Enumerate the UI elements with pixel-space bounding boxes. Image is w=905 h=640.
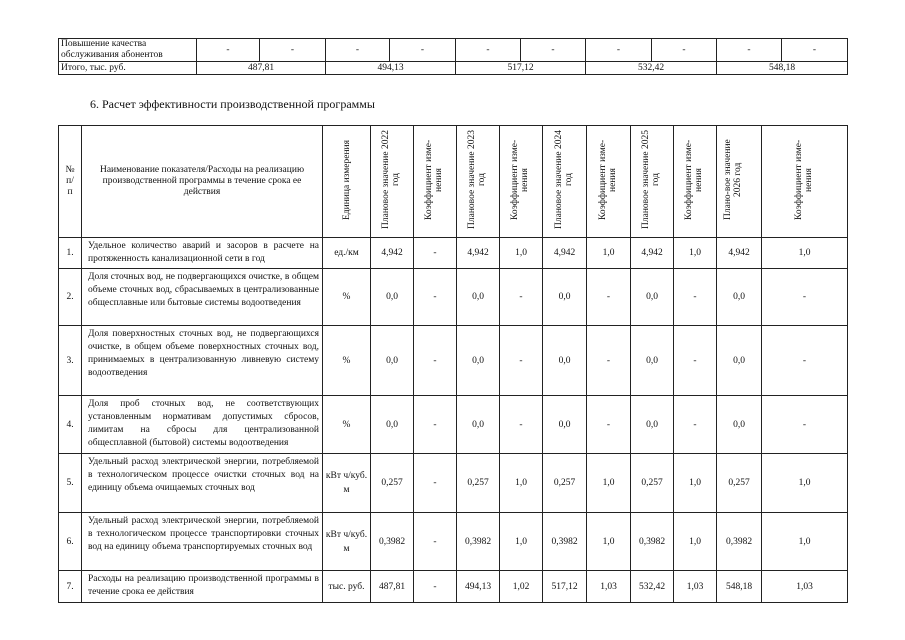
value-cell: 0,0 (457, 269, 500, 326)
row-description: Удельное количество аварий и засоров в расчете на протяженность канализационной сети в год (82, 238, 323, 269)
value-cell: 0,0 (543, 326, 587, 396)
value-cell: - (674, 396, 717, 454)
row-unit: % (323, 396, 371, 454)
row-description: Доля сточных вод, не подвергающихся очистке, в общем объеме сточных вод, сбрасываемых в централизованные общесплавные или бытовые системы водоотведения (82, 269, 323, 326)
value-cell: 1,0 (587, 454, 631, 513)
header-num: № п/ п (59, 126, 82, 238)
row-description: Удельный расход электрической энергии, потребляемой в технологическом процессе транспортировки сточных вод на единицу объема транспортируемых сточных вод (82, 513, 323, 571)
value-cell: - (762, 326, 848, 396)
value-cell: - (414, 571, 457, 603)
value-cell: - (500, 326, 543, 396)
cell: 494,13 (326, 62, 456, 75)
value-cell: 4,942 (371, 238, 414, 269)
value-cell: 0,257 (543, 454, 587, 513)
value-cell: - (414, 396, 457, 454)
cell: - (521, 39, 586, 62)
table-row (59, 513, 848, 571)
header-unit: Единица измерения (323, 126, 371, 238)
value-cell: 0,0 (717, 269, 762, 326)
row-number: 6. (59, 513, 82, 571)
value-cell: - (500, 396, 543, 454)
value-cell: 1,02 (500, 571, 543, 603)
cell: - (197, 39, 260, 62)
value-cell: 1,03 (762, 571, 848, 603)
row-number: 4. (59, 396, 82, 454)
value-cell: - (414, 326, 457, 396)
value-cell: - (674, 269, 717, 326)
header-coef-1: Коэффициент изме-нения (414, 126, 457, 238)
header-plan-2023: Плановое значение 2023 год (457, 126, 500, 238)
row-unit: тыс. руб. (323, 571, 371, 603)
cell: 548,18 (717, 62, 848, 75)
row-label: Повышение качества обслуживания абонентов (59, 39, 197, 62)
value-cell: 0,3982 (371, 513, 414, 571)
value-cell: 0,0 (457, 396, 500, 454)
value-cell: 0,0 (543, 269, 587, 326)
value-cell: 0,0 (717, 396, 762, 454)
value-cell: - (414, 269, 457, 326)
row-unit: ед./км (323, 238, 371, 269)
value-cell: 0,0 (631, 326, 674, 396)
row-unit: кВт ч/куб. м (323, 513, 371, 571)
value-cell: 494,13 (457, 571, 500, 603)
header-coef-2: Коэффициент изме-нения (500, 126, 543, 238)
value-cell: 487,81 (371, 571, 414, 603)
header-plan-2025: Плановое значение 2025 год (631, 126, 674, 238)
row-description: Удельный расход электрической энергии, потребляемой в технологическом процессе очистки сточных вод на единицу объема очищаемых сточных вод (82, 454, 323, 513)
value-cell: 548,18 (717, 571, 762, 603)
row-description: Доля проб сточных вод, не соответствующих установленным нормативам допустимых сбросов, лимитам на сбросы для централизованной общесплавной (бытовой) системы водоотведения (82, 396, 323, 454)
header-plan-2026: Плано-вое значение 2026 год (717, 126, 762, 238)
value-cell: 517,12 (543, 571, 587, 603)
top-table (58, 38, 848, 75)
value-cell: 1,0 (674, 238, 717, 269)
cell: - (390, 39, 456, 62)
value-cell: 0,0 (631, 396, 674, 454)
value-cell: - (414, 238, 457, 269)
value-cell: 4,942 (543, 238, 587, 269)
row-number: 2. (59, 269, 82, 326)
row-number: 5. (59, 454, 82, 513)
value-cell: 0,0 (631, 269, 674, 326)
row-unit: кВт ч/куб. м (323, 454, 371, 513)
row-number: 1. (59, 238, 82, 269)
value-cell: - (762, 269, 848, 326)
value-cell: 1,03 (674, 571, 717, 603)
header-name: Наименование показателя/Расходы на реализацию производственной программы в течение срока ее действия (82, 126, 323, 238)
value-cell: 1,0 (762, 238, 848, 269)
table-row (59, 326, 848, 396)
row-label: Итого, тыс. руб. (59, 62, 197, 75)
value-cell: 4,942 (631, 238, 674, 269)
value-cell: 0,257 (457, 454, 500, 513)
value-cell: 1,0 (674, 454, 717, 513)
row-unit: % (323, 326, 371, 396)
value-cell: 0,0 (371, 326, 414, 396)
value-cell: 0,0 (543, 396, 587, 454)
row-number: 7. (59, 571, 82, 603)
header-row (59, 126, 848, 238)
value-cell: - (674, 326, 717, 396)
value-cell: 0,3982 (631, 513, 674, 571)
value-cell: 0,3982 (543, 513, 587, 571)
header-plan-2024: Плановое значение 2024 год (543, 126, 587, 238)
row-description: Доля поверхностных сточных вод, не подвергающихся очистке, в общем объеме поверхностных сточных вод, принимаемых в централизованную ливневую систему водоотведения (82, 326, 323, 396)
value-cell: 4,942 (717, 238, 762, 269)
cell: 487,81 (197, 62, 326, 75)
value-cell: 1,0 (500, 454, 543, 513)
row-number: 3. (59, 326, 82, 396)
value-cell: 1,0 (762, 454, 848, 513)
cell: - (260, 39, 326, 62)
value-cell: 0,3982 (457, 513, 500, 571)
table-row (59, 238, 848, 269)
value-cell: - (414, 454, 457, 513)
cell: 532,42 (586, 62, 717, 75)
value-cell: - (587, 269, 631, 326)
row-description: Расходы на реализацию производственной программы в течение срока ее действия (82, 571, 323, 603)
value-cell: 0,257 (371, 454, 414, 513)
value-cell: 4,942 (457, 238, 500, 269)
value-cell: 1,0 (674, 513, 717, 571)
value-cell: 0,0 (371, 396, 414, 454)
value-cell: 1,03 (587, 571, 631, 603)
cell: - (717, 39, 782, 62)
value-cell: 0,257 (631, 454, 674, 513)
value-cell: - (587, 326, 631, 396)
value-cell: 0,3982 (717, 513, 762, 571)
cell: - (652, 39, 717, 62)
table-row (59, 269, 848, 326)
value-cell: 1,0 (762, 513, 848, 571)
cell: - (586, 39, 652, 62)
header-coef-3: Коэффициент изме-нения (587, 126, 631, 238)
value-cell: 1,0 (500, 238, 543, 269)
header-coef-5: Коэффициент изме-нения (762, 126, 848, 238)
value-cell: 1,0 (587, 513, 631, 571)
efficiency-table (58, 125, 848, 603)
value-cell: 0,0 (457, 326, 500, 396)
top-row-total (59, 62, 848, 75)
top-row-quality (59, 39, 848, 62)
value-cell: 0,0 (371, 269, 414, 326)
cell: - (782, 39, 848, 62)
value-cell: - (414, 513, 457, 571)
table-row (59, 454, 848, 513)
value-cell: - (762, 396, 848, 454)
table-row (59, 396, 848, 454)
row-unit: % (323, 269, 371, 326)
value-cell: 1,0 (587, 238, 631, 269)
cell: - (326, 39, 390, 62)
value-cell: 532,42 (631, 571, 674, 603)
value-cell: - (500, 269, 543, 326)
cell: 517,12 (456, 62, 586, 75)
value-cell: - (587, 396, 631, 454)
value-cell: 1,0 (500, 513, 543, 571)
cell: - (456, 39, 521, 62)
header-coef-4: Коэффициент изме-нения (674, 126, 717, 238)
table-row (59, 571, 848, 603)
value-cell: 0,257 (717, 454, 762, 513)
section-title: 6. Расчет эффективности производственной программы (90, 97, 375, 111)
header-plan-2022: Плановое значение 2022 год (371, 126, 414, 238)
value-cell: 0,0 (717, 326, 762, 396)
